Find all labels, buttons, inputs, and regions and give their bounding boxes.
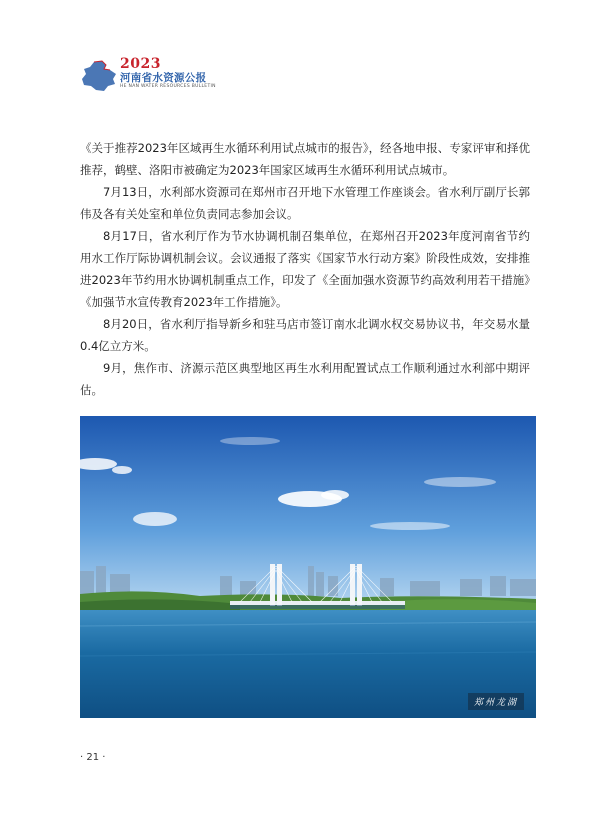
- header-subtitle: HE NAN WATER RESOURCES BULLETIN: [120, 84, 216, 89]
- henan-map-icon: [80, 60, 118, 92]
- photo-caption: 郑州龙湖: [468, 693, 524, 710]
- paragraph: 8月20日，省水利厅指导新乡和驻马店市签订南水北调水权交易协议书，年交易水量0.4亿立方米。: [80, 317, 530, 353]
- header-year: 2023: [120, 56, 161, 72]
- bulletin-header: [80, 56, 260, 96]
- paragraph: 7月13日，水利部水资源司在郑州市召开地下水管理工作座谈会。省水利厅副厅长郭伟及各有关处室和单位负责同志参加会议。: [80, 185, 530, 221]
- header-title: 河南省水资源公报: [120, 72, 207, 84]
- body-text: [80, 137, 530, 401]
- paragraph: 《关于推荐2023年区域再生水循环利用试点城市的报告》，经各地申报、专家评审和择优推荐，鹤壁、洛阳市被确定为2023年国家区域再生水循环利用试点城市。: [80, 141, 530, 177]
- paragraph: 8月17日，省水利厅作为节水协调机制召集单位，在郑州召开2023年度河南省节约用水工作厅际协调机制会议。会议通报了落实《国家节水行动方案》阶段性成效，安排推进2023年节约用水协调机制重点工作，印发了《全面加强水资源节约高效利用若干措施》《加强节水宣传教育2023年工作措施》。: [80, 229, 530, 309]
- lake-bridge-photo: [80, 416, 536, 718]
- paragraph: 9月，焦作市、济源示范区典型地区再生水利用配置试点工作顺利通过水利部中期评估。: [80, 361, 530, 397]
- page-number: · 21 ·: [80, 752, 106, 763]
